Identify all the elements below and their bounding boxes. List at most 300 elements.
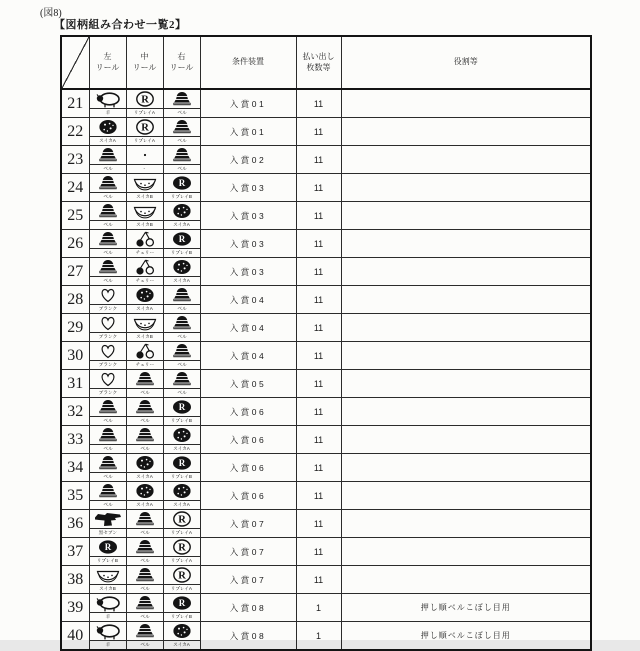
- replay-b-icon: [164, 230, 200, 248]
- role-cell: [341, 426, 591, 454]
- payout-count-cell: 11: [296, 510, 341, 538]
- symbol-label: ベル: [127, 556, 163, 565]
- table-row: [61, 342, 591, 370]
- symbol-label: 羊: [90, 640, 126, 649]
- role-cell: [341, 398, 591, 426]
- replay-b-icon: [90, 538, 126, 556]
- bell-icon: [164, 146, 200, 164]
- symbol-label: スイカA: [127, 304, 163, 313]
- figure-title: 【図柄組み合わせ一覧2】: [54, 19, 187, 31]
- header-left-reel: 左 リール: [89, 36, 126, 89]
- condition-device-cell: 入賞03: [200, 258, 296, 286]
- role-cell: [341, 230, 591, 258]
- header-payout-count: 払い出し 枚数等: [296, 36, 341, 89]
- condition-device-cell: 入賞03: [200, 230, 296, 258]
- bell-icon: [164, 342, 200, 360]
- symbol-label: スイカA: [164, 444, 200, 453]
- symbol-label: ベル: [164, 164, 200, 173]
- reel-cell-middle: [126, 622, 163, 651]
- symbol-label: スイカA: [127, 472, 163, 481]
- payout-count-cell: 11: [296, 454, 341, 482]
- condition-device-cell: 入賞01: [200, 89, 296, 118]
- table-row: [61, 510, 591, 538]
- payout-count-cell: 11: [296, 566, 341, 594]
- role-cell: [341, 146, 591, 174]
- symbol-label: スイカA: [90, 136, 126, 145]
- condition-device-cell: 入賞07: [200, 538, 296, 566]
- role-cell: 押し順ベルこぼし目用: [341, 594, 591, 622]
- symbol-label: チェリー: [127, 248, 163, 257]
- reel-cell-right: [163, 566, 200, 594]
- symbol-combination-table: [60, 35, 592, 651]
- row-number-cell: 36: [61, 510, 89, 538]
- condition-device-cell: 入賞03: [200, 174, 296, 202]
- reel-cell-right: [163, 314, 200, 342]
- row-number-cell: 31: [61, 370, 89, 398]
- header-role: 役割等: [341, 36, 591, 89]
- table-row: [61, 482, 591, 510]
- bell-icon: [164, 118, 200, 136]
- replay-b-icon: [164, 398, 200, 416]
- bell-icon: [164, 314, 200, 332]
- reel-cell-left: [89, 118, 126, 146]
- symbol-label: スイカA: [164, 220, 200, 229]
- reel-cell-right: [163, 454, 200, 482]
- row-number-cell: 27: [61, 258, 89, 286]
- reel-cell-right: [163, 230, 200, 258]
- symbol-label: ベル: [90, 192, 126, 201]
- table-row: [61, 286, 591, 314]
- dot-icon: [127, 146, 163, 164]
- reel-cell-right: [163, 174, 200, 202]
- bell-icon: [90, 258, 126, 276]
- reel-cell-right: [163, 202, 200, 230]
- symbol-label: チェリー: [127, 360, 163, 369]
- reel-cell-right: [163, 118, 200, 146]
- reel-cell-left: [89, 286, 126, 314]
- role-cell: 押し順ベルこぼし目用: [341, 622, 591, 651]
- reel-cell-middle: [126, 510, 163, 538]
- symbol-label: ベル: [127, 528, 163, 537]
- condition-device-cell: 入賞01: [200, 118, 296, 146]
- reel-cell-middle: [126, 566, 163, 594]
- reel-cell-right: [163, 258, 200, 286]
- symbol-label: ベル: [164, 304, 200, 313]
- payout-count-cell: 11: [296, 426, 341, 454]
- reel-cell-right: [163, 398, 200, 426]
- row-number-cell: 38: [61, 566, 89, 594]
- reel-cell-left: [89, 342, 126, 370]
- reel-cell-middle: [126, 174, 163, 202]
- reel-cell-middle: [126, 594, 163, 622]
- bell-icon: [90, 174, 126, 192]
- svg-text:R: R: [178, 234, 185, 245]
- role-cell: [341, 370, 591, 398]
- reel-cell-left: [89, 202, 126, 230]
- symbol-label: スイカA: [127, 500, 163, 509]
- symbol-label: ブランク: [90, 332, 126, 341]
- role-cell: [341, 202, 591, 230]
- condition-device-cell: 入賞04: [200, 342, 296, 370]
- symbol-label: リプレイA: [127, 136, 163, 145]
- bell-icon: [127, 622, 163, 640]
- row-number-cell: 21: [61, 89, 89, 118]
- reel-cell-left: [89, 426, 126, 454]
- svg-text:R: R: [140, 122, 149, 134]
- role-cell: [341, 482, 591, 510]
- payout-count-cell: 11: [296, 342, 341, 370]
- bell-icon: [164, 90, 200, 108]
- svg-text:R: R: [178, 402, 185, 413]
- bell-icon: [90, 398, 126, 416]
- replay-b-icon: [164, 594, 200, 612]
- payout-count-cell: 11: [296, 146, 341, 174]
- symbol-label: ベル: [164, 136, 200, 145]
- payout-count-cell: 11: [296, 538, 341, 566]
- bell-icon: [127, 594, 163, 612]
- symbol-label: リプレイA: [127, 108, 163, 117]
- row-number-cell: 26: [61, 230, 89, 258]
- table-row: [61, 566, 591, 594]
- bell-icon: [127, 538, 163, 556]
- row-number-cell: 37: [61, 538, 89, 566]
- row-number-cell: 29: [61, 314, 89, 342]
- symbol-label: ベル: [127, 416, 163, 425]
- symbol-label: ベル: [90, 444, 126, 453]
- payout-count-cell: 1: [296, 594, 341, 622]
- reel-cell-right: [163, 510, 200, 538]
- suika-b-icon: [90, 566, 126, 584]
- symbol-label: 黒セブン: [90, 528, 126, 537]
- symbol-label: ベル: [90, 248, 126, 257]
- reel-cell-left: [89, 538, 126, 566]
- reel-cell-middle: [126, 426, 163, 454]
- symbol-label: リプレイB: [164, 612, 200, 621]
- symbol-label: ベル: [164, 388, 200, 397]
- bell-icon: [90, 454, 126, 472]
- reel-cell-right: [163, 426, 200, 454]
- sheep-icon: [90, 594, 126, 612]
- reel-cell-middle: [126, 118, 163, 146]
- condition-device-cell: 入賞07: [200, 510, 296, 538]
- role-cell: [341, 174, 591, 202]
- reel-cell-left: [89, 89, 126, 118]
- reel-cell-left: [89, 314, 126, 342]
- reel-cell-right: [163, 286, 200, 314]
- bell-icon: [90, 202, 126, 220]
- header-corner-diagonal: [61, 36, 89, 89]
- reel-cell-right: [163, 342, 200, 370]
- row-number-cell: 32: [61, 398, 89, 426]
- symbol-label: ベル: [164, 108, 200, 117]
- reel-cell-right: [163, 538, 200, 566]
- heart-icon: [90, 342, 126, 360]
- bell-icon: [90, 482, 126, 500]
- reel-cell-right: [163, 89, 200, 118]
- figure-number: (図8): [40, 8, 62, 19]
- reel-cell-right: [163, 482, 200, 510]
- suika-a-icon: [164, 622, 200, 640]
- reel-cell-left: [89, 454, 126, 482]
- symbol-label: -: [127, 164, 163, 173]
- payout-count-cell: 11: [296, 118, 341, 146]
- reel-cell-middle: [126, 146, 163, 174]
- reel-cell-middle: [126, 398, 163, 426]
- svg-text:R: R: [178, 458, 185, 469]
- table-row: [61, 454, 591, 482]
- reel-cell-left: [89, 566, 126, 594]
- row-number-cell: 22: [61, 118, 89, 146]
- symbol-label: リプレイB: [164, 472, 200, 481]
- replay-a-icon: [127, 90, 163, 108]
- svg-text:R: R: [177, 542, 186, 554]
- row-number-cell: 28: [61, 286, 89, 314]
- reel-cell-right: [163, 622, 200, 651]
- role-cell: [341, 342, 591, 370]
- suika-b-icon: [127, 314, 163, 332]
- payout-count-cell: 11: [296, 89, 341, 118]
- reel-cell-middle: [126, 454, 163, 482]
- symbol-label: ベル: [90, 416, 126, 425]
- bell-icon: [127, 398, 163, 416]
- reel-cell-middle: [126, 258, 163, 286]
- svg-text:R: R: [177, 514, 186, 526]
- symbol-label: ベル: [164, 332, 200, 341]
- svg-text:R: R: [178, 598, 185, 609]
- symbol-label: ベル: [90, 472, 126, 481]
- reel-cell-middle: [126, 482, 163, 510]
- role-cell: [341, 258, 591, 286]
- symbol-label: ベル: [127, 612, 163, 621]
- payout-count-cell: 11: [296, 482, 341, 510]
- row-number-cell: 35: [61, 482, 89, 510]
- table-row: [61, 89, 591, 118]
- bell-icon: [164, 370, 200, 388]
- symbol-label: リプレイA: [164, 528, 200, 537]
- svg-text:R: R: [104, 542, 111, 553]
- reel-cell-left: [89, 622, 126, 651]
- header-row: [61, 36, 591, 89]
- svg-text:R: R: [140, 94, 149, 106]
- table-row: [61, 174, 591, 202]
- table-row: [61, 118, 591, 146]
- symbol-label: リプレイB: [164, 416, 200, 425]
- reel-cell-left: [89, 594, 126, 622]
- symbol-label: 羊: [90, 612, 126, 621]
- header-right-reel: 右 リール: [163, 36, 200, 89]
- condition-device-cell: 入賞04: [200, 314, 296, 342]
- row-number-cell: 40: [61, 622, 89, 651]
- reel-cell-middle: [126, 202, 163, 230]
- symbol-label: スイカB: [127, 220, 163, 229]
- suika-a-icon: [164, 426, 200, 444]
- reel-cell-left: [89, 398, 126, 426]
- payout-count-cell: 11: [296, 174, 341, 202]
- condition-device-cell: 入賞04: [200, 286, 296, 314]
- reel-cell-left: [89, 146, 126, 174]
- symbol-label: スイカA: [164, 276, 200, 285]
- symbol-label: ベル: [127, 640, 163, 649]
- condition-device-cell: 入賞02: [200, 146, 296, 174]
- table-row: [61, 258, 591, 286]
- replay-a-icon: [164, 538, 200, 556]
- reel-cell-left: [89, 482, 126, 510]
- symbol-label: ベル: [164, 360, 200, 369]
- row-number-cell: 30: [61, 342, 89, 370]
- table-row: [61, 622, 591, 651]
- row-number-cell: 34: [61, 454, 89, 482]
- symbol-label: リプレイA: [164, 584, 200, 593]
- payout-count-cell: 11: [296, 370, 341, 398]
- payout-count-cell: 11: [296, 398, 341, 426]
- symbol-label: スイカA: [164, 500, 200, 509]
- reel-cell-middle: [126, 230, 163, 258]
- bell-icon: [90, 146, 126, 164]
- replay-a-icon: [164, 566, 200, 584]
- bell-icon: [164, 286, 200, 304]
- condition-device-cell: 入賞08: [200, 622, 296, 651]
- symbol-label: スイカB: [90, 584, 126, 593]
- reel-cell-middle: [126, 342, 163, 370]
- role-cell: [341, 510, 591, 538]
- condition-device-cell: 入賞06: [200, 454, 296, 482]
- condition-device-cell: 入賞08: [200, 594, 296, 622]
- reel-cell-left: [89, 258, 126, 286]
- suika-a-icon: [164, 482, 200, 500]
- svg-text:R: R: [177, 570, 186, 582]
- reel-cell-middle: [126, 370, 163, 398]
- bell-icon: [90, 230, 126, 248]
- symbol-label: ベル: [127, 444, 163, 453]
- table-row: [61, 314, 591, 342]
- role-cell: [341, 566, 591, 594]
- payout-count-cell: 11: [296, 314, 341, 342]
- suika-a-icon: [164, 258, 200, 276]
- suika-a-icon: [127, 482, 163, 500]
- bell-icon: [127, 566, 163, 584]
- symbol-label: ベル: [90, 276, 126, 285]
- symbol-label: スイカB: [127, 192, 163, 201]
- payout-count-cell: 11: [296, 202, 341, 230]
- symbol-label: ベル: [90, 164, 126, 173]
- table-row: [61, 370, 591, 398]
- symbol-label: リプレイA: [164, 556, 200, 565]
- role-cell: [341, 538, 591, 566]
- condition-device-cell: 入賞05: [200, 370, 296, 398]
- table-row: [61, 594, 591, 622]
- heart-icon: [90, 286, 126, 304]
- suika-a-icon: [90, 118, 126, 136]
- symbol-label: ベル: [90, 500, 126, 509]
- heart-icon: [90, 370, 126, 388]
- reel-cell-right: [163, 594, 200, 622]
- role-cell: [341, 454, 591, 482]
- suika-b-icon: [127, 202, 163, 220]
- header-middle-reel: 中 リール: [126, 36, 163, 89]
- condition-device-cell: 入賞06: [200, 482, 296, 510]
- bell-icon: [90, 426, 126, 444]
- symbol-label: ブランク: [90, 388, 126, 397]
- reel-cell-right: [163, 370, 200, 398]
- bell-icon: [127, 426, 163, 444]
- sheep-icon: [90, 90, 126, 108]
- payout-count-cell: 1: [296, 622, 341, 651]
- role-cell: [341, 286, 591, 314]
- reel-cell-middle: [126, 89, 163, 118]
- black-seven-icon: [90, 510, 126, 528]
- svg-text:R: R: [178, 178, 185, 189]
- cherry-icon: [127, 230, 163, 248]
- suika-b-icon: [127, 174, 163, 192]
- payout-count-cell: 11: [296, 230, 341, 258]
- condition-device-cell: 入賞03: [200, 202, 296, 230]
- table-row: [61, 230, 591, 258]
- replay-b-icon: [164, 174, 200, 192]
- condition-device-cell: 入賞06: [200, 426, 296, 454]
- table-row: [61, 426, 591, 454]
- header-condition-device: 条件装置: [200, 36, 296, 89]
- symbol-label: スイカA: [164, 640, 200, 649]
- table-row: [61, 538, 591, 566]
- replay-a-icon: [164, 510, 200, 528]
- table-row: [61, 146, 591, 174]
- symbol-label: ベル: [90, 220, 126, 229]
- heart-icon: [90, 314, 126, 332]
- condition-device-cell: 入賞06: [200, 398, 296, 426]
- symbol-label: リプレイB: [164, 192, 200, 201]
- symbol-label: チェリー: [127, 276, 163, 285]
- reel-cell-left: [89, 174, 126, 202]
- symbol-label: ベル: [127, 388, 163, 397]
- table-row: [61, 202, 591, 230]
- symbol-label: リプレイB: [164, 248, 200, 257]
- suika-a-icon: [127, 454, 163, 472]
- suika-a-icon: [127, 286, 163, 304]
- condition-device-cell: 入賞07: [200, 566, 296, 594]
- payout-count-cell: 11: [296, 286, 341, 314]
- symbol-label: 羊: [90, 108, 126, 117]
- symbol-label: ベル: [127, 584, 163, 593]
- row-number-cell: 25: [61, 202, 89, 230]
- symbol-label: ブランク: [90, 360, 126, 369]
- bell-icon: [127, 370, 163, 388]
- reel-cell-left: [89, 370, 126, 398]
- reel-cell-left: [89, 510, 126, 538]
- table-row: [61, 398, 591, 426]
- role-cell: [341, 89, 591, 118]
- reel-cell-middle: [126, 314, 163, 342]
- cherry-icon: [127, 342, 163, 360]
- payout-count-cell: 11: [296, 258, 341, 286]
- symbol-label: リプレイB: [90, 556, 126, 565]
- reel-cell-left: [89, 230, 126, 258]
- reel-cell-right: [163, 146, 200, 174]
- reel-cell-middle: [126, 286, 163, 314]
- sheep-icon: [90, 622, 126, 640]
- symbol-label: ブランク: [90, 304, 126, 313]
- row-number-cell: 39: [61, 594, 89, 622]
- bell-icon: [127, 510, 163, 528]
- suika-a-icon: [164, 202, 200, 220]
- row-number-cell: 24: [61, 174, 89, 202]
- reel-cell-middle: [126, 538, 163, 566]
- replay-a-icon: [127, 118, 163, 136]
- row-number-cell: 23: [61, 146, 89, 174]
- replay-b-icon: [164, 454, 200, 472]
- cherry-icon: [127, 258, 163, 276]
- symbol-label: スイカB: [127, 332, 163, 341]
- role-cell: [341, 118, 591, 146]
